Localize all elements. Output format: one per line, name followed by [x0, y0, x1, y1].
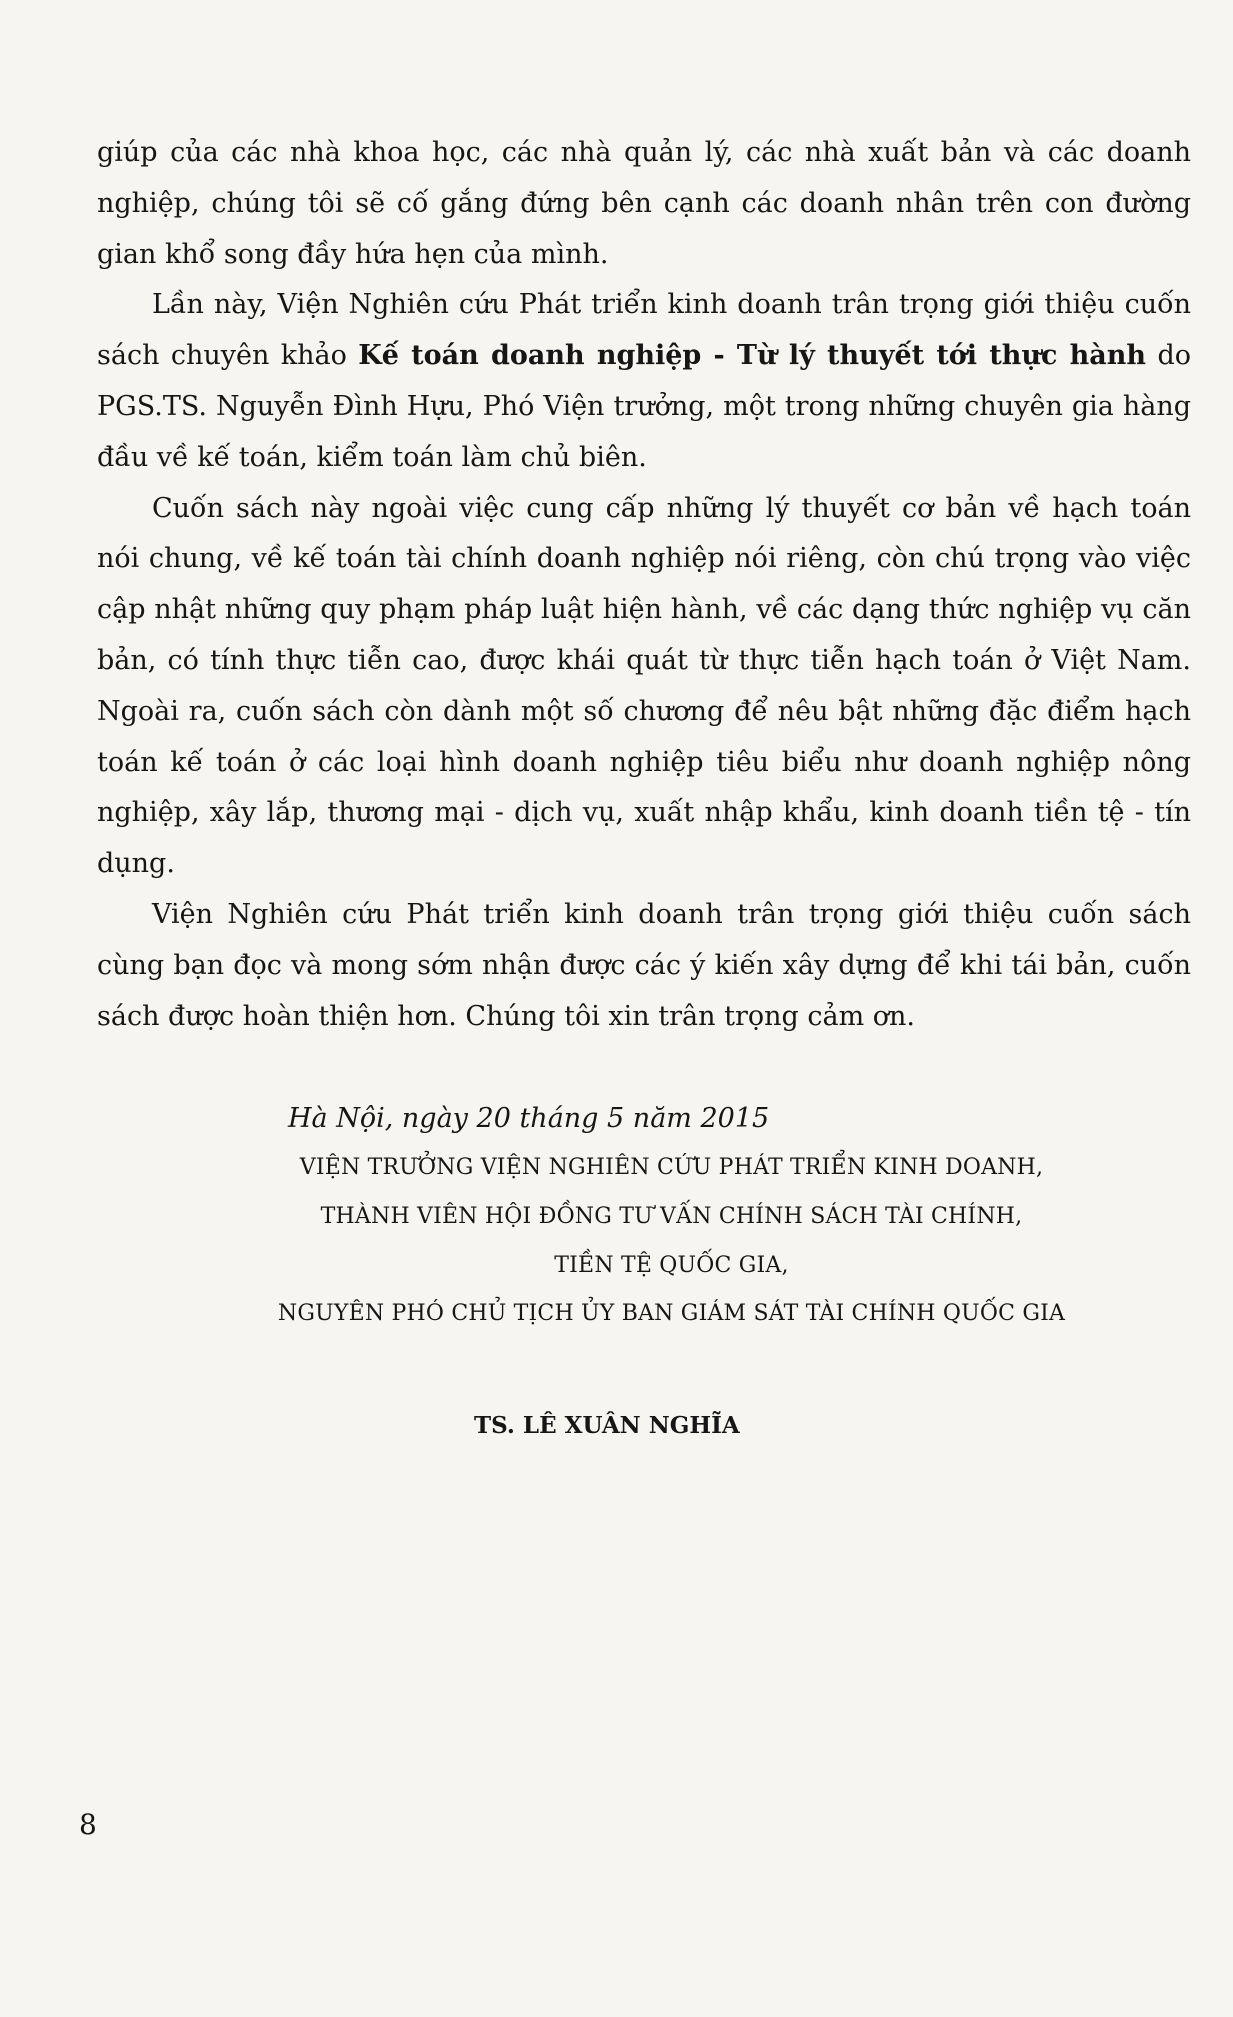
paragraph-2-text-a: Lần này, Viện Nghiên cứu Phát triển kinh doanh trân trọng giới thiệu cuốn sách chuyên khảo	[97, 289, 1191, 372]
signature-title-3: TIỀN TỆ QUỐC GIA,	[554, 1253, 789, 1278]
paragraph-3	[97, 484, 1191, 890]
signature-title-1: VIỆN TRƯỞNG VIỆN NGHIÊN CỨU PHÁT TRIỂN KINH DOANH,	[299, 1155, 1044, 1180]
paragraph-3-text: Cuốn sách này ngoài việc cung cấp những lý thuyết cơ bản về hạch toán nói chung, về kế toán tài chính doanh nghiệp nói riêng, còn chú trọng vào việc cập nhật những quy phạm pháp luật hiện hành, về các dạng thức nghiệp vụ căn bản, có tính thực tiễn cao, được khái quát từ thực tiễn hạch toán ở Việt Nam. Ngoài ra, cuốn sách còn dành một số chương để nêu bật những đặc điểm hạch toán kế toán ở các loại hình doanh nghiệp tiêu biểu như doanh nghiệp nông nghiệp, xây lắp, thương mại - dịch vụ, xuất nhập khẩu, kinh doanh tiền tệ - tín dụng.	[97, 492, 1191, 880]
book-title: Kế toán doanh nghiệp - Từ lý thuyết tới thực hành	[358, 340, 1147, 372]
signature-title-2: THÀNH VIÊN HỘI ĐỒNG TƯ VẤN CHÍNH SÁCH TÀI CHÍNH,	[320, 1204, 1023, 1229]
paragraph-2	[97, 280, 1191, 483]
page-number: 8	[79, 1808, 97, 1841]
paragraph-4-text: Viện Nghiên cứu Phát triển kinh doanh trân trọng giới thiệu cuốn sách cùng bạn đọc và mong sớm nhận được các ý kiến xây dựng để khi tái bản, cuốn sách được hoàn thiện hơn. Chúng tôi xin trân trọng cảm ơn.	[97, 898, 1191, 1032]
body-text	[97, 128, 1191, 1042]
signature-date: Hà Nội, ngày 20 tháng 5 năm 2015	[288, 1103, 770, 1134]
signature-name: TS. LÊ XUÂN NGHĨA	[474, 1412, 740, 1439]
paragraph-2-text-b: do PGS.TS. Nguyễn Đình Hựu, Phó Viện trưởng, một trong những chuyên gia hàng đầu về kế toán, kiểm toán làm chủ biên.	[97, 340, 1192, 473]
paragraph-1-text: giúp của các nhà khoa học, các nhà quản lý, các nhà xuất bản và các doanh nghiệp, chúng tôi sẽ cố gắng đứng bên cạnh các doanh nhân trên con đường gian khổ song đầy hứa hẹn của mình.	[97, 137, 1191, 270]
signature-title-4: NGUYÊN PHÓ CHỦ TỊCH ỦY BAN GIÁM SÁT TÀI CHÍNH QUỐC GIA	[277, 1301, 1066, 1326]
paragraph-4	[97, 890, 1191, 1042]
paragraph-1	[97, 128, 1191, 280]
